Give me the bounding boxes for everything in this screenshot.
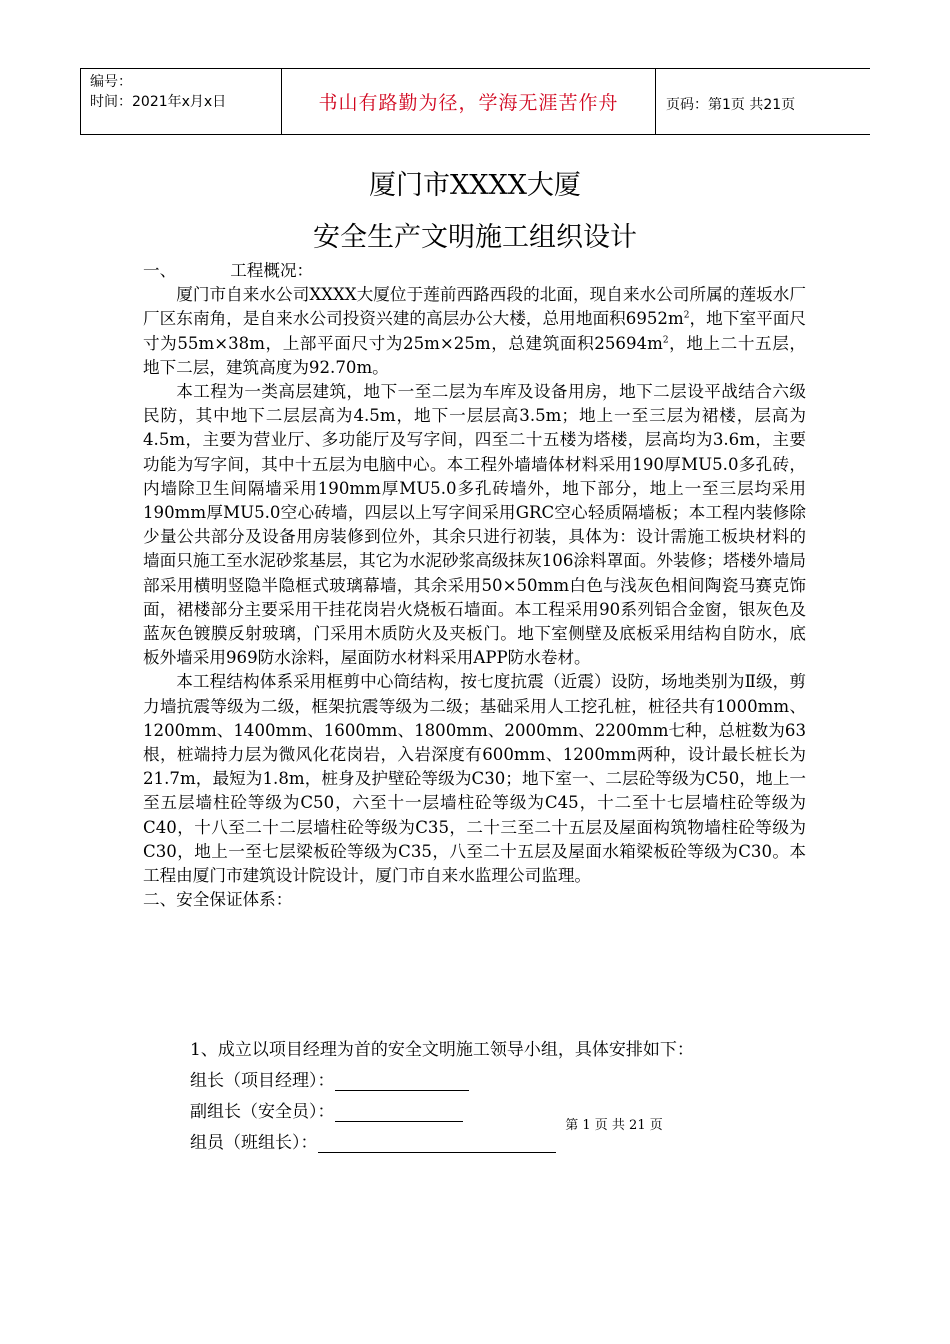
paragraph-building: 本工程为一类高层建筑，地下一至二层为车库及设备用房，地下二层设平战结合六级民防，其中地下二层层高为4.5m，地下一层层高3.5m；地上一至三层为裙楼，层高为4.5m，主要为营业厅、多功能厅及写字间，四至二十五楼为塔楼，层高均为3.6m，主要功能为写字间，其中十五层为电脑中心。本工程外墙墙体材料采用190厚MU5.0多孔砖，内墙除卫生间隔墙采用190mm厚MU5.0多孔砖墙外，地下部分，地上一至三层均采用190mm厚MU5.0空心砖墙，四层以上写字间采用GRC空心轻质隔墙板；本工程内装修除少量公共部分及设备用房装修到位外，其余只进行初装，具体为：设计需施工板块材料的墙面只施工至水泥砂浆基层，其它为水泥砂浆高级抹灰106涂料罩面。外装修；塔楼外墙局部采用横明竖隐半隐框式玻璃幕墙，其余采用50×50mm白色与浅灰色相间陶瓷马赛克饰面，裙楼部分主要采用干挂花岗岩火烧板石墙面。本工程采用90系列铝合金窗，银灰色及蓝灰色镀膜反射玻璃，门采用木质防火及夹板门。地下室侧壁及底板采用结构自防水，底板外墙采用969防水涂料，屋面防水材料采用APP防水卷材。: [143, 382, 806, 668]
header-left-cell: [90, 72, 226, 112]
header-page-info: 页码：第1页 共21页: [666, 97, 796, 113]
paragraph-text: ，地上二十五层，地下二层，建筑高度为92.70m。: [143, 333, 806, 377]
paragraph-text: ，地下室平面尺寸为55m×38m，上部平面尺寸为25m×25m，总建筑面积25694m: [143, 309, 806, 353]
section-number: 一、: [143, 261, 177, 280]
section-1-heading: [143, 259, 806, 283]
list-item: 1、成立以项目经理为首的安全文明施工领导小组，具体安排如下：: [190, 1040, 694, 1060]
superscript: 2: [683, 310, 690, 321]
page-footer: 第 1 页 共 21 页: [565, 1118, 663, 1133]
section-2-heading: 二、安全保证体系：: [143, 890, 293, 910]
header-motto: 书山有路勤为径，学海无涯苦作舟: [318, 92, 619, 114]
document-subtitle: 安全生产文明施工组织设计: [313, 222, 637, 253]
header-divider: [80, 69, 81, 134]
header-divider: [655, 69, 656, 134]
paragraph-overview: [143, 283, 806, 380]
blank-line[interactable]: [318, 1134, 556, 1153]
document-time-label: 时间：2021年x月x日: [90, 94, 227, 110]
document-body: [143, 259, 806, 912]
superscript: 2: [662, 335, 669, 346]
document-title: 厦门市XXXX大厦: [369, 170, 581, 201]
paragraph-structure: 本工程结构体系采用框剪中心筒结构，按七度抗震（近震）设防，场地类别为Ⅱ级，剪力墙抗震等级为二级，框架抗震等级为二级；基础采用人工挖孔桩，桩径共有1000mm、1200mm、1400mm、1600mm、1800mm、2000mm、2200mm七种，总桩数为63根，桩端持力层为微风化花岗岩，入岩深度有600mm、1200mm两种，设计最长桩长为21.7m，最短为1.8m，桩身及护壁砼等级为C30；地下室一、二层砼等级为C50，地上一至五层墙柱砼等级为C50，六至十一层墙柱砼等级为C45，十二至十七层墙柱砼等级为C40，十八至二十二层墙柱砼等级为C35，二十三至二十五层及屋面构筑物墙柱砼等级为C30，地上一至七层梁板砼等级为C35，八至二十五层及屋面水箱梁板砼等级为C30。本工程由厦门市建筑设计院设计，厦门市自来水监理公司监理。: [143, 672, 806, 886]
field-label: 副组长（安全员）：: [190, 1102, 335, 1122]
field-label: 组长（项目经理）：: [190, 1071, 335, 1091]
section-title: 工程概况：: [230, 261, 314, 280]
leader-field: [190, 1066, 469, 1091]
header-table: [80, 68, 870, 135]
paragraph-text: 厦门市自来水公司XXXX大厦位于莲前西路西段的北面，现自来水公司所属的莲坂水厂厂区东南角，是自来水公司投资兴建的高层办公大楼，总用地面积6952m: [143, 285, 806, 329]
blank-line[interactable]: [335, 1072, 469, 1091]
document-number-label: 编号：: [90, 74, 132, 90]
field-label: 组员（班组长）：: [190, 1133, 318, 1153]
